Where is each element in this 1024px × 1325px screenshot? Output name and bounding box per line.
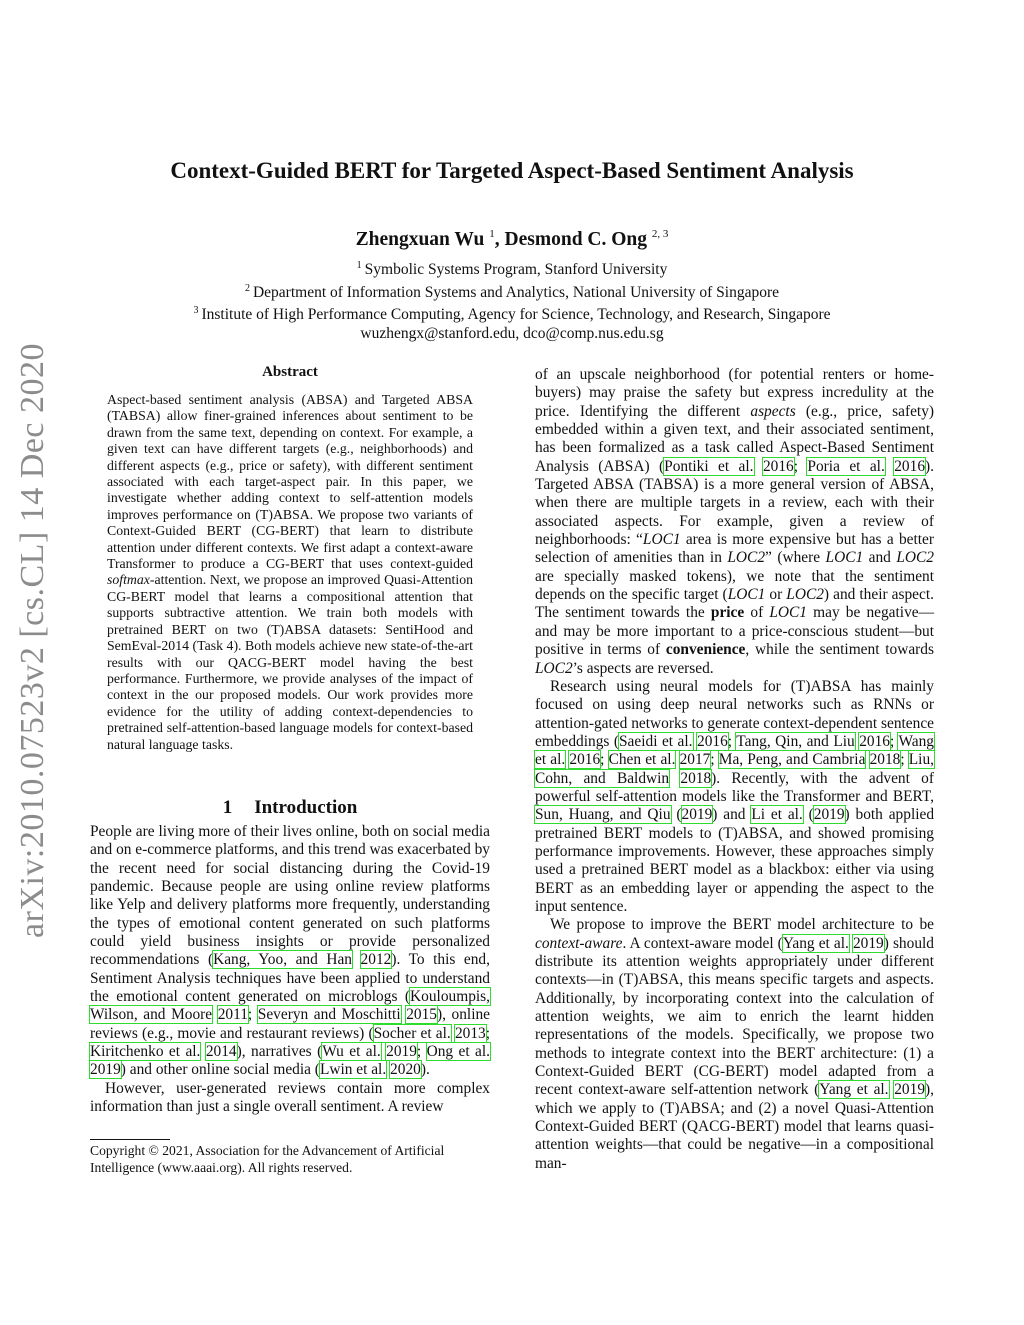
citation-link[interactable]: 2016 [894, 457, 926, 475]
citation-link[interactable]: Ong et al. [426, 1043, 490, 1061]
citation-link[interactable]: Tang, Qin, and Liu [736, 732, 855, 750]
citation-link[interactable]: 2020 [390, 1061, 421, 1079]
footnote-divider [90, 1139, 170, 1140]
copyright-footnote: Copyright © 2021, Association for the Advancement of Artificial Intelligence (www.aaai.org). All rights reserved. [90, 1143, 445, 1175]
author-emails: wuzhengx@stanford.edu, dco@comp.nus.edu.sg [360, 324, 664, 342]
citation-link[interactable]: Poria et al. [807, 457, 885, 475]
citation-link[interactable]: 2019 [90, 1061, 121, 1079]
citation-link[interactable]: Kiritchenko et al. [90, 1043, 201, 1061]
citation-link[interactable]: Saeidi et al. [619, 732, 693, 750]
affiliation-line: $^3$ Institute of High Performance Computing, Agency for Science, Technology, and Research, Singapore [193, 305, 831, 323]
citation-link[interactable]: 2013 [454, 1024, 486, 1042]
citation-link[interactable]: Wang et al. [535, 732, 934, 769]
abstract-heading: Abstract [262, 364, 318, 380]
citation-link[interactable]: Wu et al. [322, 1043, 381, 1061]
citation-link[interactable]: 2019 [386, 1043, 417, 1061]
right-column-text [535, 366, 934, 1173]
citation-link[interactable]: Yang et al. [819, 1081, 889, 1099]
citation-link[interactable]: 2019 [681, 806, 713, 824]
paragraph: Research using neural models for (T)ABSA has mainly focused on using deep neural networks such as RNNs or attention-gated networks to generate context-dependent sentence embeddings (Saeidi et al. 2016; Tang, Qin, and Liu 2016; Wang et al. 2016; Chen et al. 2017; Ma, Peng, and Cambria 2018; Liu, Cohn, and Baldwin 2018). Recently, with the advent of powerful self-attention models like the Transformer and BERT, Sun, Huang, and Qiu (2019) and Li et al. (2019) both applied pretrained BERT models to (T)ABSA, and showed promising performance improvements. However, these approaches simply used a pretrained BERT model as a blackbox: either via using BERT as an embedding layer or appending the aspect to the input sentence. [535, 677, 935, 915]
citation-link[interactable]: Socher et al. [373, 1024, 451, 1042]
paragraph: of an upscale neighborhood (for potential renters or home-buyers) may praise the safety but express incredulity at the price. Identifying the different aspects (e.g., price, safety) embedded within a given text, and their associated sentiment, has been formalized as a task called Aspect-Based Sentiment Analysis (ABSA) (Pontiki et al. 2016; Poria et al. 2016). Targeted ABSA (TABSA) is a more general version of ABSA, when there are multiple targets in a review, each with their associated aspects. For example, given a review of neighborhoods: “LOC1 area is more expensive but has a better selection of amenities than in LOC2” (where LOC1 and LOC2 are specially masked tokens), we note that the sentiment depends on the specific target (LOC1 or LOC2) and their aspect. The sentiment towards the price of LOC1 may be negative—and may be more important to a price-conscious student—but positive in terms of convenience, while the sentiment towards LOC2’s aspects are reversed. [535, 366, 935, 677]
paper-title: Context-Guided BERT for Targeted Aspect-Based Sentiment Analysis [170, 158, 854, 183]
citation-link[interactable]: Ma, Peng, and Cambria [718, 751, 866, 769]
affiliation-line: $^2$ Department of Information Systems and Analytics, National University of Singapore [244, 282, 780, 301]
citation-link[interactable]: Sun, Huang, and Qiu [535, 806, 671, 824]
citation-link[interactable]: 2016 [697, 732, 728, 750]
paragraph: However, user-generated reviews contain more complex information than just a single overall sentiment. A review [90, 1079, 490, 1116]
paragraph: People are living more of their lives online, both on social media and on e-commerce platforms, and this trend was exacerbated by the recent need for social distancing during the Covid-19 pandemic. Because people are using online review platforms like Yelp and delivery platforms more frequently, understanding the types of emotional content generated on such platforms could yield business insights or provide personalized recommendations (Kang, Yoo, and Han 2012). To this end, Sentiment Analysis techniques have been applied to understand the emotional content generated on microblogs (Kouloumpis, Wilson, and Moore 2011; Severyn and Moschitti 2015), online reviews (e.g., movie and restaurant reviews) (Socher et al. 2013; Kiritchenko et al. 2014), narratives (Wu et al. 2019; Ong et al. 2019) and other online social media (Lwin et al. 2020). [90, 823, 491, 1079]
citation-link[interactable]: Kang, Yoo, and Han [213, 951, 352, 969]
citation-link[interactable]: Chen et al. [608, 751, 676, 769]
arxiv-identifier: arXiv:2010.07523v2 [cs.CL] 14 Dec 2020 [14, 342, 51, 938]
citation-link[interactable]: Kouloumpis, Wilson, and Moore [90, 988, 490, 1024]
citation-link[interactable]: 2016 [569, 751, 601, 769]
citation-link[interactable]: 2019 [894, 1081, 926, 1099]
affiliations [0, 257, 1024, 343]
citation-link[interactable]: 2015 [406, 1006, 437, 1024]
author-name: Zhengxuan Wu [355, 229, 485, 250]
citation-link[interactable]: Lwin et al. [319, 1061, 387, 1079]
citation-link[interactable]: 2019 [852, 934, 884, 952]
citation-link[interactable]: 2018 [869, 751, 901, 769]
paragraph: We propose to improve the BERT model architecture to be context-aware. A context-aware model (Yang et al. 2019) should distribute its attention weights appropriately under different contexts—in (T)ABSA, this means specific targets and aspects. Additionally, by incorporating context into the calculation of attention weights, we aim to enrich the learnt hidden representations of the models. Specifically, we propose two methods to integrate context into the BERT architecture: (1) a Context-Guided BERT (CG-BERT) model adapted from a recent context-aware self-attention network (Yang et al. 2019), which we apply to (T)ABSA; and (2) a novel Quasi-Attention Context-Guided BERT (QACG-BERT) model that learns quasi-attention weights—that could be negative—in a compositional man- [535, 916, 934, 1172]
citation-link[interactable]: 2019 [813, 806, 845, 824]
citation-link[interactable]: Pontiki et al. [664, 457, 754, 475]
citation-link[interactable]: 2012 [360, 951, 392, 969]
citation-link[interactable]: 2016 [762, 457, 794, 475]
left-column-text [90, 823, 490, 1117]
citation-link[interactable]: Li et al. [751, 806, 803, 824]
abstract-body: Aspect-based sentiment analysis (ABSA) and Targeted ABSA (TABSA) allow finer-grained inferences about sentiment to be drawn from the same text, depending on context. For example, a given text can have different targets (e.g., neighborhoods) and different aspects (e.g., price or safety), with different sentiment associated with each target-aspect pair. In this paper, we investigate whether adding context to self-attention models improves performance on (T)ABSA. We propose two variants of Context-Guided BERT (CG-BERT) that learn to distribute attention under different contexts. We first adapt a context-aware Transformer to produce a CG-BERT that uses context-guided softmax-attention. Next, we propose an improved Quasi-Attention CG-BERT model that learns a compositional attention that supports subtractive attention. We train both models with pretrained BERT on two (T)ABSA datasets: SentiHood and SemEval-2014 (Task 4). Both models achieve new state-of-the-art results with our QACG-BERT model having the best performance. Furthermore, we provide analyses of the impact of context in the our proposed models. Our work provides more evidence for the utility of adding context-dependencies to pretrained self-attention-based language models for context-based natural language tasks. [107, 392, 473, 752]
author-name: Desmond C. Ong [504, 229, 648, 250]
citation-link[interactable]: 2018 [680, 769, 712, 787]
citation-link[interactable]: Severyn and Moschitti [257, 1006, 401, 1024]
citation-link[interactable]: 2016 [859, 732, 890, 750]
citation-link[interactable]: 2011 [217, 1006, 248, 1024]
citation-link[interactable]: Yang et al. [782, 934, 849, 952]
author-affil-marker: 1 [489, 228, 495, 240]
citation-link[interactable]: 2014 [205, 1043, 237, 1061]
citation-link[interactable]: Liu, Cohn, and Baldwin [535, 751, 935, 787]
author-list: Zhengxuan Wu $^1$, Desmond C. Ong $^{2, 3}$ [355, 228, 669, 250]
section-heading-introduction: 1 Introduction [222, 797, 358, 818]
author-affil-marker: 2, 3 [651, 228, 669, 240]
citation-link[interactable]: 2017 [679, 751, 711, 769]
affiliation-line: $^1$ Symbolic Systems Program, Stanford University [356, 260, 668, 278]
